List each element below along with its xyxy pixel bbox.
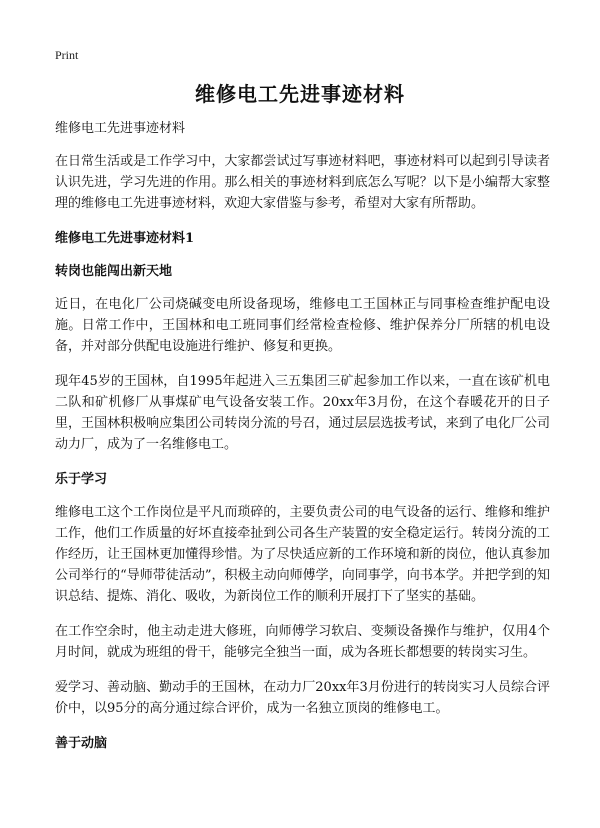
print-link[interactable]: Print [55,48,79,62]
subsection-heading-learning: 乐于学习 [55,472,108,487]
section-heading: 维修电工先进事迹材料1 [55,231,195,246]
paragraph: 在工作空余时，他主动走进大修班，向师傅学习软启、变频设备操作与维护，仅用4个月时间，就成为班组的骨干，能够完全独当一面，成为各班长都想要的转岗实习生。 [55,624,550,660]
paragraph: 近日，在电化厂公司烧碱变电所设备现场，维修电工王国林正与同事检查维护配电设施。日常工作中，王国林和电工班同事们经常检查检修、维护保养分厂所辖的机电设备，并对部分供配电设施进行维护、修复和更换。 [55,297,550,354]
paragraph: 现年45岁的王国林，自1995年起进入三五集团三矿起参加工作以来，一直在该矿机电二队和矿机修厂从事煤矿电气设备安装工作。20xx年3月份，在这个春暖花开的日子里，王国林积极响应集团公司转岗分流的号召，通过层层选拔考试，来到了电化厂公司动力厂，成为了一名维修电工。 [55,374,550,452]
paragraph: 维修电工这个工作岗位是平凡而琐碎的，主要负责公司的电气设备的运行、维修和维护工作，他们工作质量的好坏直接牵扯到公司各生产装置的安全稳定运行。转岗分流的工作经历，让王国林更加懂得珍惜。为了尽快适应新的工作环境和新的岗位，他认真参加公司举行的“导师带徒活动”，积极主动向师傅学，向同事学，向书本学。并把学到的知识总结、提炼、消化、吸收，为新岗位工作的顺利开展打下了坚实的基础。 [55,505,550,604]
article-subtitle: 维修电工先进事迹材料 [55,121,186,136]
paragraph: 爱学习、善动脑、勤动手的王国林，在动力厂20xx年3月份进行的转岗实习人员综合评价中，以95分的高分通过综合评价，成为一名独立顶岗的维修电工。 [55,680,550,716]
intro-paragraph: 在日常生活或是工作学习中，大家都尝试过写事迹材料吧，事迹材料可以起到引导读者认识先进，学习先进的作用。那么相关的事迹材料到底怎么写呢？以下是小编帮大家整理的维修电工先进事迹材料，欢迎大家借鉴与参考，希望对大家有所帮助。 [55,154,550,211]
article-body [55,118,550,766]
subsection-heading-thinking: 善于动脑 [55,736,108,751]
page-title: 维修电工先进事迹材料 [195,82,405,106]
subsection-heading-transfer: 转岗也能闯出新天地 [55,264,173,279]
